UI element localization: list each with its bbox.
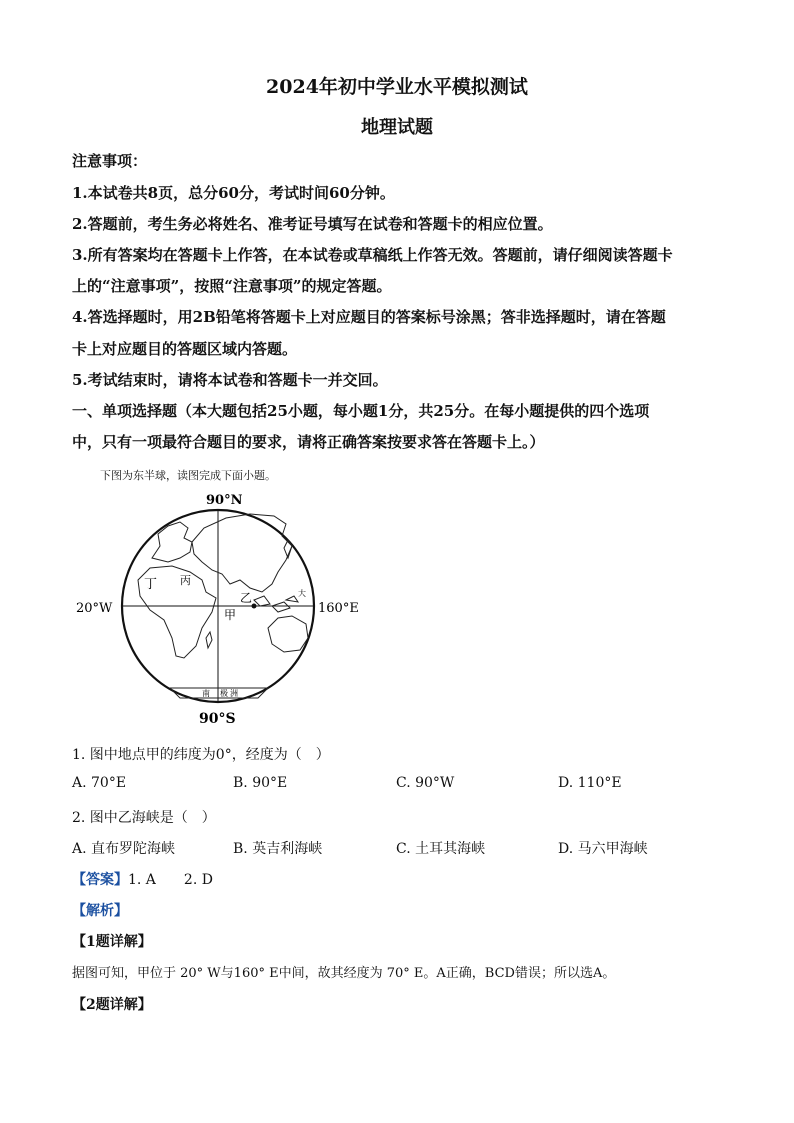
notice-line-4: 4.答选择题时，用2B铅笔将答题卡上对应题目的答案标号涂黑；答非选择题时，请在答题 xyxy=(72,308,666,326)
section-line-1: 一、单项选择题（本大题包括25小题，每小题1分，共25分。在每小题提供的四个选项 xyxy=(72,402,650,420)
q2-option-b: B. 英吉利海峡 xyxy=(233,841,323,857)
label-90n: 90°N xyxy=(206,493,243,508)
notice-line-3: 3.所有答案均在答题卡上作答，在本试卷或草稿纸上作答无效。答题前，请仔细阅读答题卡 xyxy=(72,246,673,264)
madagascar-shape xyxy=(206,632,212,648)
q2-option-a: A. 直布罗陀海峡 xyxy=(72,841,176,857)
label-bing: 丙 xyxy=(180,574,191,587)
label-20w: 20°W xyxy=(76,601,113,616)
question-1-text: 1. 图中地点甲的纬度为0°，经度为（ ） xyxy=(72,747,330,763)
q1-analysis-text: 据图可知，甲位于 20° W与160° E中间，故其经度为 70° E。A正确，BCD错误；所以选A。 xyxy=(72,966,616,981)
notice-heading: 注意事项： xyxy=(72,152,148,170)
label-jia: 甲 xyxy=(224,608,237,622)
europe-shape xyxy=(152,522,192,562)
label-nan: 南 xyxy=(202,689,210,698)
label-yi: 乙 xyxy=(240,591,253,605)
label-zhou: 洲 xyxy=(230,689,238,698)
q1-option-d: D. 110°E xyxy=(558,775,622,791)
answer-row xyxy=(72,869,213,889)
question-2-text: 2. 图中乙海峡是（ ） xyxy=(72,810,216,826)
eastern-hemisphere-map xyxy=(72,488,372,728)
q1-option-c: C. 90°W xyxy=(396,775,455,791)
point-jia-marker xyxy=(252,604,257,609)
answer-text: 1. A 2. D xyxy=(128,872,213,888)
notice-line-5: 5.考试结束时，请将本试卷和答题卡一并交回。 xyxy=(72,371,388,389)
label-da: 大 xyxy=(298,589,306,598)
label-90s: 90°S xyxy=(199,711,236,727)
label-ding: 丁 xyxy=(144,577,158,592)
section-line-2: 中，只有一项最符合题目的要求，请将正确答案按要求答在答题卡上。） xyxy=(72,433,545,451)
q1-analysis-heading: 【1题详解】 xyxy=(72,934,152,950)
answer-tag: 【答案】 xyxy=(72,872,128,888)
label-160e: 160°E xyxy=(318,601,359,616)
notice-line-1: 1.本试卷共8页，总分60分，考试时间60分钟。 xyxy=(72,184,395,202)
notice-line-3b: 上的“注意事项”，按照“注意事项”的规定答题。 xyxy=(72,277,392,295)
label-ji: 极 xyxy=(220,689,228,698)
q1-option-b: B. 90°E xyxy=(233,775,288,791)
q2-analysis-heading: 【2题详解】 xyxy=(72,997,152,1013)
figure-caption: 下图为东半球，读图完成下面小题。 xyxy=(100,469,276,482)
notice-line-4b: 卡上对应题目的答题区域内答题。 xyxy=(72,340,298,358)
analysis-tag: 【解析】 xyxy=(72,903,128,919)
indonesia-shape xyxy=(254,596,298,612)
page-subtitle: 地理试题 xyxy=(361,117,433,138)
page-title: 2024年初中学业水平模拟测试 xyxy=(266,76,528,98)
australia-shape xyxy=(268,616,308,652)
notice-line-2: 2.答题前，考生务必将姓名、准考证号填写在试卷和答题卡的相应位置。 xyxy=(72,215,553,233)
q2-option-d: D. 马六甲海峡 xyxy=(558,841,648,857)
q2-option-c: C. 土耳其海峡 xyxy=(396,841,486,857)
asia-shape xyxy=(192,514,292,592)
q1-option-a: A. 70°E xyxy=(72,775,127,791)
